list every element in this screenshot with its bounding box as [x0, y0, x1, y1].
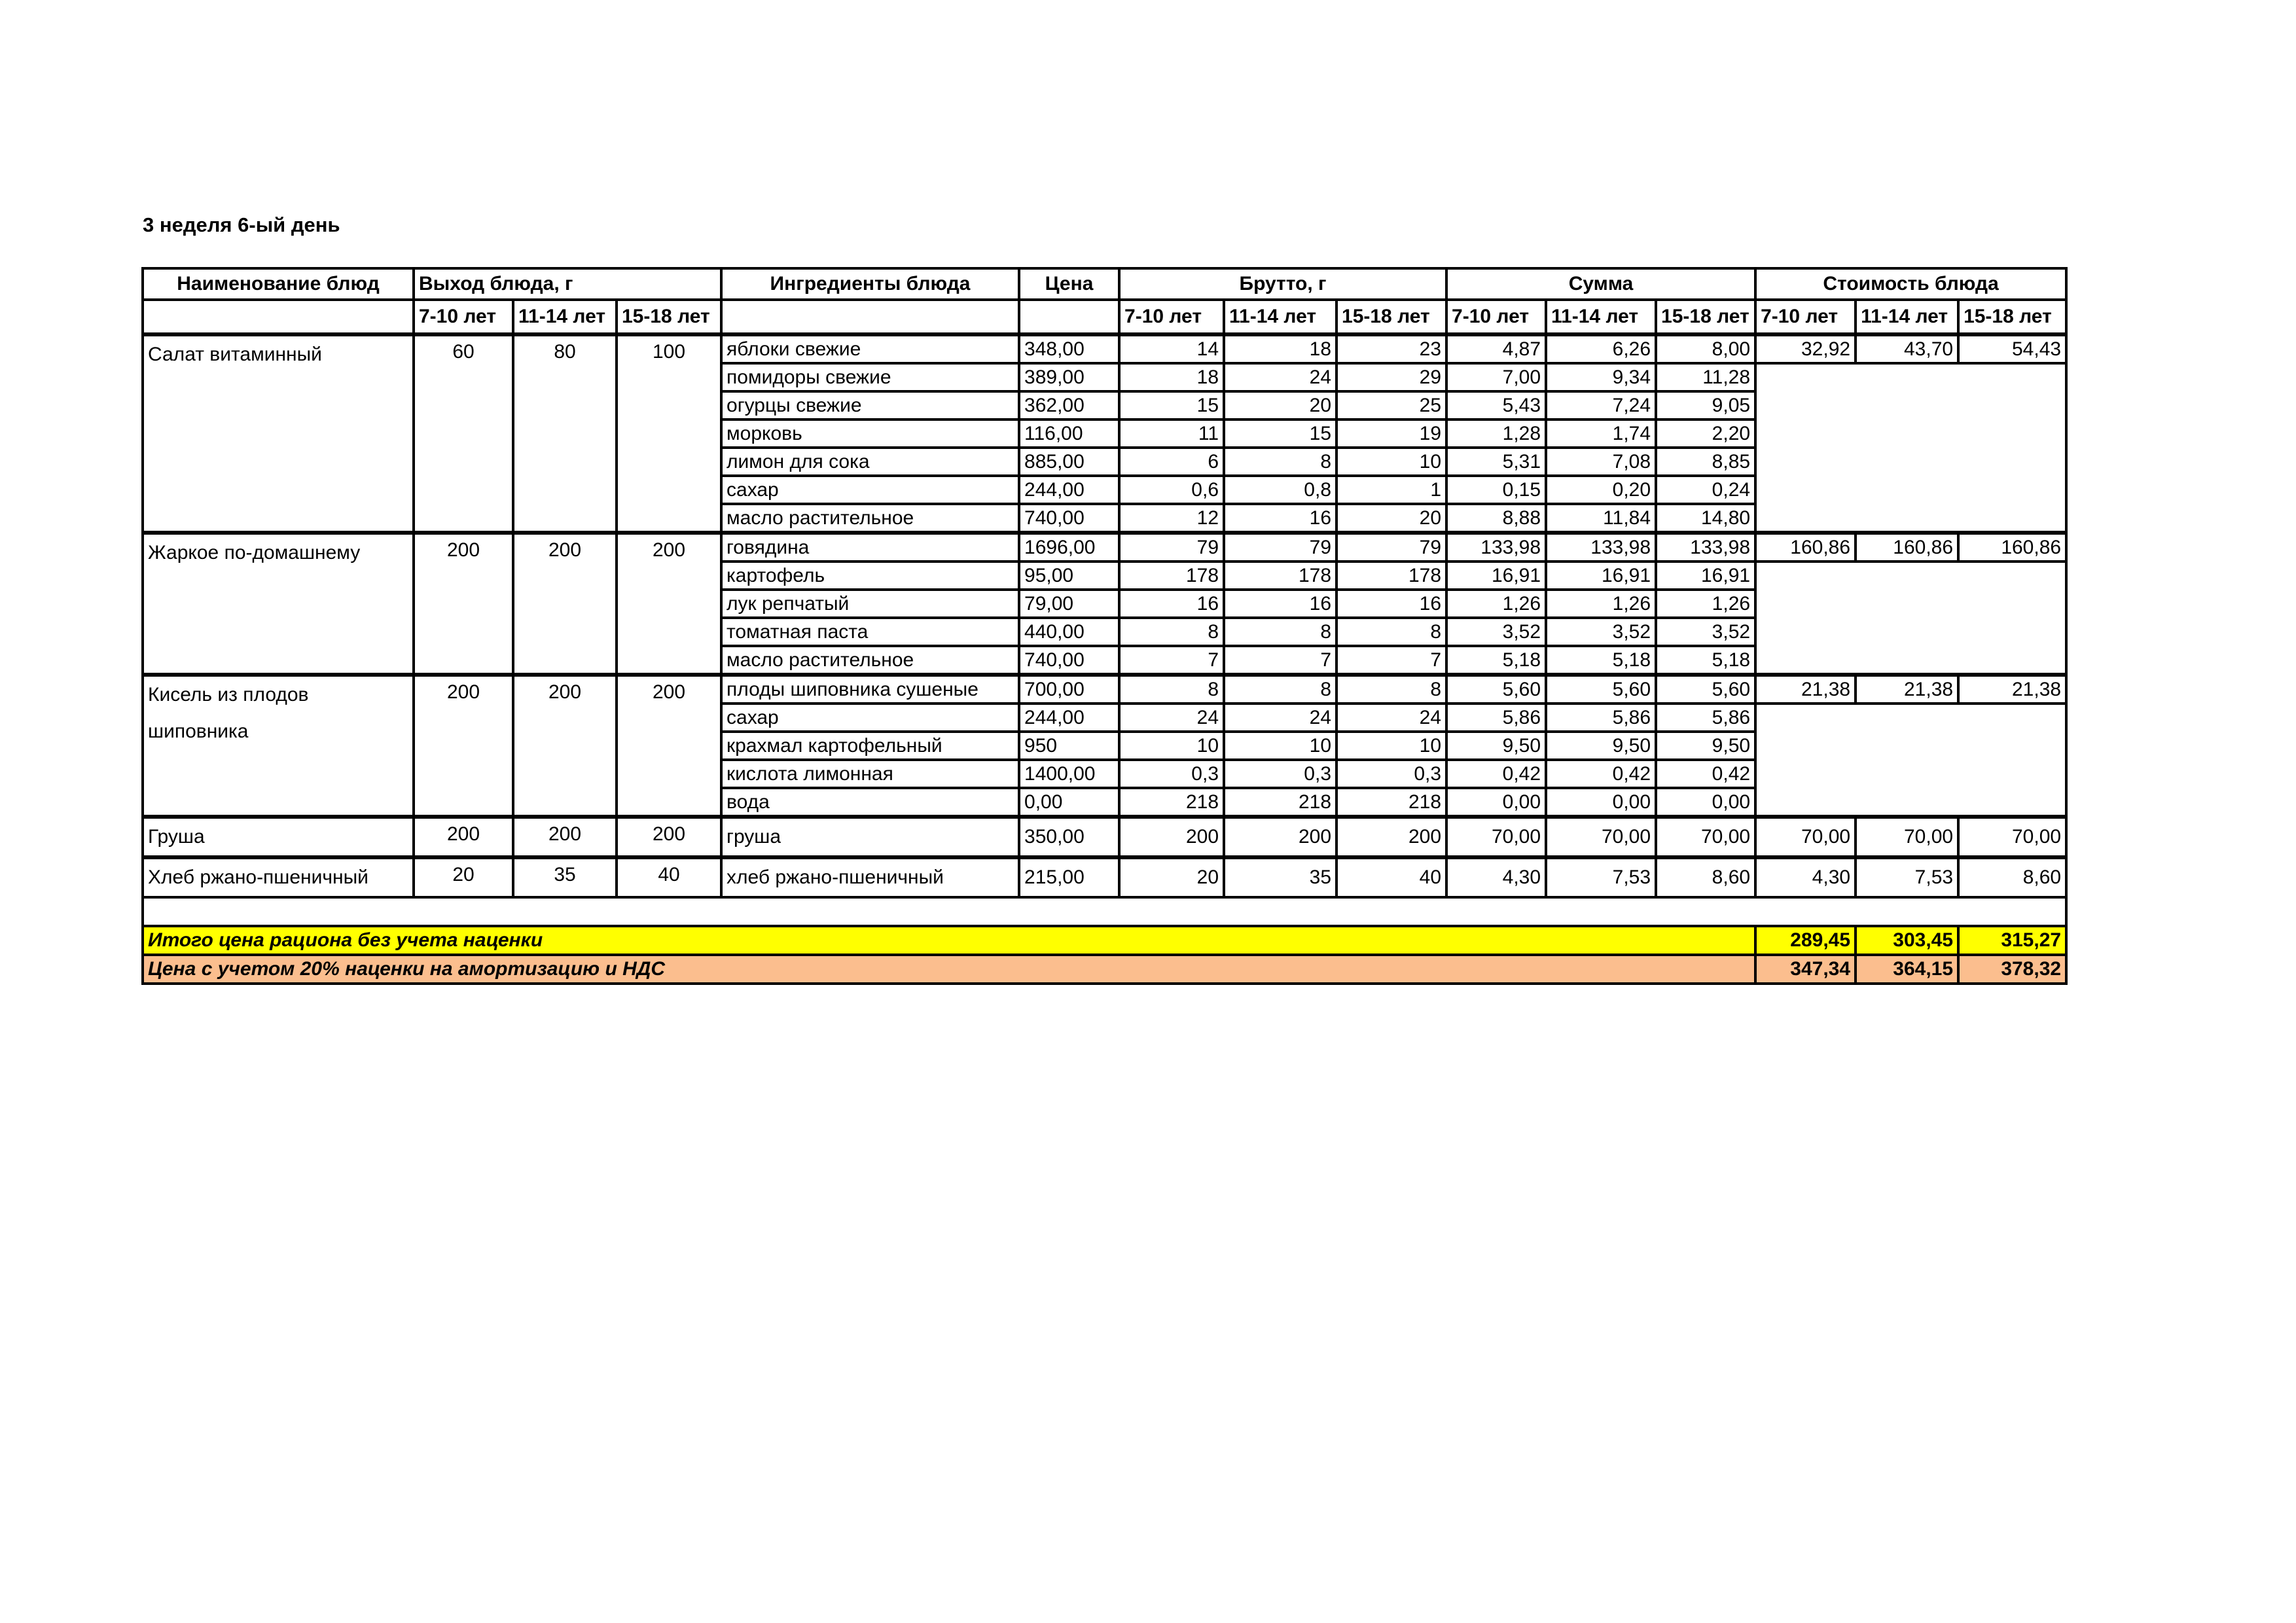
sum-value-cell: 5,18	[1446, 646, 1546, 675]
dish-name-cell: Жаркое по-домашнему	[143, 533, 414, 675]
ingredient-cell: говядина	[721, 533, 1019, 562]
sum-value-cell: 8,00	[1656, 334, 1755, 363]
sum-value-cell: 1,26	[1656, 590, 1755, 618]
gross-value-cell: 25	[1336, 391, 1446, 419]
ingredient-cell: кислота лимонная	[721, 760, 1019, 788]
sum-value-cell: 8,60	[1656, 857, 1755, 897]
gross-value-cell: 7	[1336, 646, 1446, 675]
header-ingredients: Ингредиенты блюда	[721, 268, 1019, 300]
header-sum: Сумма	[1446, 268, 1755, 300]
gross-value-cell: 24	[1119, 704, 1224, 732]
sum-value-cell: 7,24	[1546, 391, 1656, 419]
gross-value-cell: 8	[1119, 618, 1224, 646]
gross-value-cell: 218	[1224, 788, 1336, 817]
gross-value-cell: 10	[1224, 732, 1336, 760]
output-value-cell: 200	[414, 675, 513, 817]
gross-value-cell: 1	[1336, 476, 1446, 504]
sum-value-cell: 11,84	[1546, 504, 1656, 533]
ingredient-cell: яблоки свежие	[721, 334, 1019, 363]
gross-value-cell: 15	[1119, 391, 1224, 419]
gross-value-cell: 178	[1224, 562, 1336, 590]
gross-value-cell: 16	[1336, 590, 1446, 618]
header-row-groups	[143, 268, 2066, 300]
header-dish-name: Наименование блюд	[143, 268, 414, 300]
gross-value-cell: 20	[1119, 857, 1224, 897]
ingredient-cell: вода	[721, 788, 1019, 817]
total-value-age-3: 315,27	[1958, 926, 2066, 955]
price-cell: 79,00	[1019, 590, 1119, 618]
sum-value-cell: 1,26	[1546, 590, 1656, 618]
sum-value-cell: 16,91	[1656, 562, 1755, 590]
gross-value-cell: 8	[1336, 618, 1446, 646]
output-value-cell: 35	[513, 857, 617, 897]
output-value-cell: 200	[513, 675, 617, 817]
dish-cost-blank-cell	[1755, 704, 2066, 817]
header-cost-age-3: 15-18 лет	[1958, 300, 2066, 334]
dish-cost-cell: 8,60	[1958, 857, 2066, 897]
sum-value-cell: 9,50	[1546, 732, 1656, 760]
ingredient-cell: помидоры свежие	[721, 363, 1019, 391]
sum-value-cell: 9,50	[1446, 732, 1546, 760]
output-value-cell: 200	[513, 817, 617, 857]
sum-value-cell: 5,18	[1656, 646, 1755, 675]
gross-value-cell: 79	[1119, 533, 1224, 562]
output-value-cell: 20	[414, 857, 513, 897]
table-header	[143, 268, 2066, 334]
gross-value-cell: 79	[1224, 533, 1336, 562]
footer-rows	[143, 897, 2066, 984]
sum-value-cell: 5,60	[1446, 675, 1546, 704]
header-output-age-1: 7-10 лет	[414, 300, 513, 334]
markup-value-age-1: 347,34	[1755, 955, 1856, 984]
ingredient-cell: морковь	[721, 419, 1019, 448]
gross-value-cell: 29	[1336, 363, 1446, 391]
dish-cost-cell: 21,38	[1755, 675, 1856, 704]
sum-value-cell: 9,34	[1546, 363, 1656, 391]
total-label: Итого цена рациона без учета наценки	[143, 926, 1755, 955]
sum-value-cell: 0,20	[1546, 476, 1656, 504]
output-value-cell: 60	[414, 334, 513, 533]
header-sum-age-1: 7-10 лет	[1446, 300, 1546, 334]
gross-value-cell: 0,3	[1224, 760, 1336, 788]
header-gross-age-1: 7-10 лет	[1119, 300, 1224, 334]
gross-value-cell: 15	[1224, 419, 1336, 448]
dish-cost-blank-cell	[1755, 562, 2066, 675]
header-empty-ingredients	[721, 300, 1019, 334]
gross-value-cell: 16	[1119, 590, 1224, 618]
gross-value-cell: 14	[1119, 334, 1224, 363]
header-price: Цена	[1019, 268, 1119, 300]
sum-value-cell: 16,91	[1446, 562, 1546, 590]
gross-value-cell: 0,3	[1119, 760, 1224, 788]
dish-cost-cell: 70,00	[1958, 817, 2066, 857]
gross-value-cell: 79	[1336, 533, 1446, 562]
sum-value-cell: 70,00	[1656, 817, 1755, 857]
sum-value-cell: 8,85	[1656, 448, 1755, 476]
gross-value-cell: 200	[1336, 817, 1446, 857]
total-row	[143, 926, 2066, 955]
gross-value-cell: 218	[1119, 788, 1224, 817]
price-cell: 740,00	[1019, 646, 1119, 675]
price-cell: 244,00	[1019, 704, 1119, 732]
sum-value-cell: 1,74	[1546, 419, 1656, 448]
header-sum-age-2: 11-14 лет	[1546, 300, 1656, 334]
sum-value-cell: 0,15	[1446, 476, 1546, 504]
dish-cost-cell: 54,43	[1958, 334, 2066, 363]
sum-value-cell: 8,88	[1446, 504, 1546, 533]
dish-cost-cell: 21,38	[1856, 675, 1958, 704]
output-value-cell: 200	[617, 817, 721, 857]
output-value-cell: 40	[617, 857, 721, 897]
sum-value-cell: 14,80	[1656, 504, 1755, 533]
markup-total-label: Цена с учетом 20% наценки на амортизацию и НДС	[143, 955, 1755, 984]
sum-value-cell: 133,98	[1546, 533, 1656, 562]
output-value-cell: 200	[414, 533, 513, 675]
header-sum-age-3: 15-18 лет	[1656, 300, 1755, 334]
ingredient-cell: огурцы свежие	[721, 391, 1019, 419]
sum-value-cell: 0,24	[1656, 476, 1755, 504]
sum-value-cell: 7,08	[1546, 448, 1656, 476]
price-cell: 700,00	[1019, 675, 1119, 704]
sum-value-cell: 6,26	[1546, 334, 1656, 363]
ingredient-cell: масло растительное	[721, 504, 1019, 533]
header-empty-price	[1019, 300, 1119, 334]
output-value-cell: 80	[513, 334, 617, 533]
dish-cost-cell: 21,38	[1958, 675, 2066, 704]
sum-value-cell: 5,60	[1546, 675, 1656, 704]
sum-value-cell: 4,87	[1446, 334, 1546, 363]
gross-value-cell: 7	[1119, 646, 1224, 675]
dish-row-first	[143, 334, 2066, 363]
gross-value-cell: 0,8	[1224, 476, 1336, 504]
dish-name-cell: Хлеб ржано-пшеничный	[143, 857, 414, 897]
gross-value-cell: 16	[1224, 504, 1336, 533]
gross-value-cell: 0,3	[1336, 760, 1446, 788]
sum-value-cell: 70,00	[1546, 817, 1656, 857]
price-cell: 885,00	[1019, 448, 1119, 476]
price-cell: 348,00	[1019, 334, 1119, 363]
dish-cost-cell: 7,53	[1856, 857, 1958, 897]
price-cell: 1696,00	[1019, 533, 1119, 562]
price-cell: 389,00	[1019, 363, 1119, 391]
gross-value-cell: 18	[1119, 363, 1224, 391]
dish-row-first	[143, 817, 2066, 857]
header-gross-age-3: 15-18 лет	[1336, 300, 1446, 334]
dish-row-first	[143, 533, 2066, 562]
sum-value-cell: 0,42	[1546, 760, 1656, 788]
gross-value-cell: 24	[1224, 704, 1336, 732]
price-cell: 215,00	[1019, 857, 1119, 897]
sum-value-cell: 133,98	[1656, 533, 1755, 562]
dish-cost-cell: 43,70	[1856, 334, 1958, 363]
sum-value-cell: 9,50	[1656, 732, 1755, 760]
output-value-cell: 200	[513, 533, 617, 675]
gross-value-cell: 10	[1336, 448, 1446, 476]
header-output-age-3: 15-18 лет	[617, 300, 721, 334]
gross-value-cell: 7	[1224, 646, 1336, 675]
gross-value-cell: 178	[1336, 562, 1446, 590]
dish-name-cell: Кисель из плодов шиповника	[143, 675, 414, 817]
sum-value-cell: 0,00	[1546, 788, 1656, 817]
header-output-age-2: 11-14 лет	[513, 300, 617, 334]
gross-value-cell: 19	[1336, 419, 1446, 448]
sum-value-cell: 5,86	[1446, 704, 1546, 732]
gross-value-cell: 20	[1336, 504, 1446, 533]
price-cell: 362,00	[1019, 391, 1119, 419]
price-cell: 0,00	[1019, 788, 1119, 817]
ingredient-cell: сахар	[721, 704, 1019, 732]
sum-value-cell: 5,18	[1546, 646, 1656, 675]
sum-value-cell: 16,91	[1546, 562, 1656, 590]
markup-total-row	[143, 955, 2066, 984]
gross-value-cell: 6	[1119, 448, 1224, 476]
gross-value-cell: 24	[1336, 704, 1446, 732]
gross-value-cell: 10	[1336, 732, 1446, 760]
dish-cost-cell: 160,86	[1755, 533, 1856, 562]
header-dish-cost: Стоимость блюда	[1755, 268, 2066, 300]
gross-value-cell: 0,6	[1119, 476, 1224, 504]
sum-value-cell: 4,30	[1446, 857, 1546, 897]
gross-value-cell: 23	[1336, 334, 1446, 363]
total-value-age-2: 303,45	[1856, 926, 1958, 955]
dish-name-cell: Салат витаминный	[143, 334, 414, 533]
dish-cost-cell: 32,92	[1755, 334, 1856, 363]
price-cell: 350,00	[1019, 817, 1119, 857]
dish-row-first	[143, 675, 2066, 704]
total-value-age-1: 289,45	[1755, 926, 1856, 955]
sum-value-cell: 7,00	[1446, 363, 1546, 391]
gross-value-cell: 18	[1224, 334, 1336, 363]
price-cell: 244,00	[1019, 476, 1119, 504]
sum-value-cell: 9,05	[1656, 391, 1755, 419]
price-cell: 116,00	[1019, 419, 1119, 448]
gross-value-cell: 178	[1119, 562, 1224, 590]
sum-value-cell: 5,86	[1546, 704, 1656, 732]
gross-value-cell: 8	[1224, 675, 1336, 704]
header-empty-dish-name	[143, 300, 414, 334]
output-value-cell: 200	[414, 817, 513, 857]
sum-value-cell: 70,00	[1446, 817, 1546, 857]
sum-value-cell: 0,00	[1446, 788, 1546, 817]
header-gross-age-2: 11-14 лет	[1224, 300, 1336, 334]
gross-value-cell: 8	[1119, 675, 1224, 704]
ingredient-cell: картофель	[721, 562, 1019, 590]
dish-cost-cell: 4,30	[1755, 857, 1856, 897]
gross-value-cell: 24	[1224, 363, 1336, 391]
dish-cost-cell: 70,00	[1856, 817, 1958, 857]
sum-value-cell: 3,52	[1546, 618, 1656, 646]
gross-value-cell: 8	[1336, 675, 1446, 704]
gross-value-cell: 12	[1119, 504, 1224, 533]
ingredient-cell: плоды шиповника сушеные	[721, 675, 1019, 704]
ingredient-cell: сахар	[721, 476, 1019, 504]
ingredient-cell: томатная паста	[721, 618, 1019, 646]
ingredient-cell: груша	[721, 817, 1019, 857]
sum-value-cell: 0,42	[1446, 760, 1546, 788]
dish-cost-blank-cell	[1755, 363, 2066, 533]
gross-value-cell: 8	[1224, 618, 1336, 646]
price-cell: 440,00	[1019, 618, 1119, 646]
dish-row-first	[143, 857, 2066, 897]
gross-value-cell: 218	[1336, 788, 1446, 817]
markup-value-age-3: 378,32	[1958, 955, 2066, 984]
sum-value-cell: 5,31	[1446, 448, 1546, 476]
sum-value-cell: 2,20	[1656, 419, 1755, 448]
dish-rows	[143, 334, 2066, 897]
output-value-cell: 200	[617, 675, 721, 817]
ingredient-cell: лимон для сока	[721, 448, 1019, 476]
gross-value-cell: 8	[1224, 448, 1336, 476]
price-cell: 740,00	[1019, 504, 1119, 533]
header-cost-age-2: 11-14 лет	[1856, 300, 1958, 334]
header-cost-age-1: 7-10 лет	[1755, 300, 1856, 334]
spacer-row	[143, 897, 2066, 926]
sum-value-cell: 3,52	[1656, 618, 1755, 646]
header-output: Выход блюда, г	[414, 268, 721, 300]
sum-value-cell: 7,53	[1546, 857, 1656, 897]
price-cell: 950	[1019, 732, 1119, 760]
dish-cost-cell: 70,00	[1755, 817, 1856, 857]
spacer-cell	[143, 897, 2066, 926]
gross-value-cell: 40	[1336, 857, 1446, 897]
markup-value-age-2: 364,15	[1856, 955, 1958, 984]
gross-value-cell: 200	[1119, 817, 1224, 857]
ingredient-cell: крахмал картофельный	[721, 732, 1019, 760]
sum-value-cell: 5,43	[1446, 391, 1546, 419]
gross-value-cell: 20	[1224, 391, 1336, 419]
price-cell: 95,00	[1019, 562, 1119, 590]
header-gross: Брутто, г	[1119, 268, 1446, 300]
sum-value-cell: 5,60	[1656, 675, 1755, 704]
sum-value-cell: 0,42	[1656, 760, 1755, 788]
gross-value-cell: 16	[1224, 590, 1336, 618]
sum-value-cell: 1,28	[1446, 419, 1546, 448]
header-row-ages	[143, 300, 2066, 334]
gross-value-cell: 35	[1224, 857, 1336, 897]
sum-value-cell: 3,52	[1446, 618, 1546, 646]
dish-name-cell: Груша	[143, 817, 414, 857]
dish-cost-cell: 160,86	[1856, 533, 1958, 562]
gross-value-cell: 10	[1119, 732, 1224, 760]
sum-value-cell: 0,00	[1656, 788, 1755, 817]
output-value-cell: 200	[617, 533, 721, 675]
sum-value-cell: 133,98	[1446, 533, 1546, 562]
output-value-cell: 100	[617, 334, 721, 533]
page-title: 3 неделя 6-ый день	[143, 213, 340, 236]
sum-value-cell: 11,28	[1656, 363, 1755, 391]
ingredient-cell: лук репчатый	[721, 590, 1019, 618]
menu-cost-table	[141, 267, 2068, 985]
sum-value-cell: 1,26	[1446, 590, 1546, 618]
gross-value-cell: 11	[1119, 419, 1224, 448]
price-cell: 1400,00	[1019, 760, 1119, 788]
ingredient-cell: хлеб ржано-пшеничный	[721, 857, 1019, 897]
gross-value-cell: 200	[1224, 817, 1336, 857]
dish-cost-cell: 160,86	[1958, 533, 2066, 562]
ingredient-cell: масло растительное	[721, 646, 1019, 675]
sum-value-cell: 5,86	[1656, 704, 1755, 732]
